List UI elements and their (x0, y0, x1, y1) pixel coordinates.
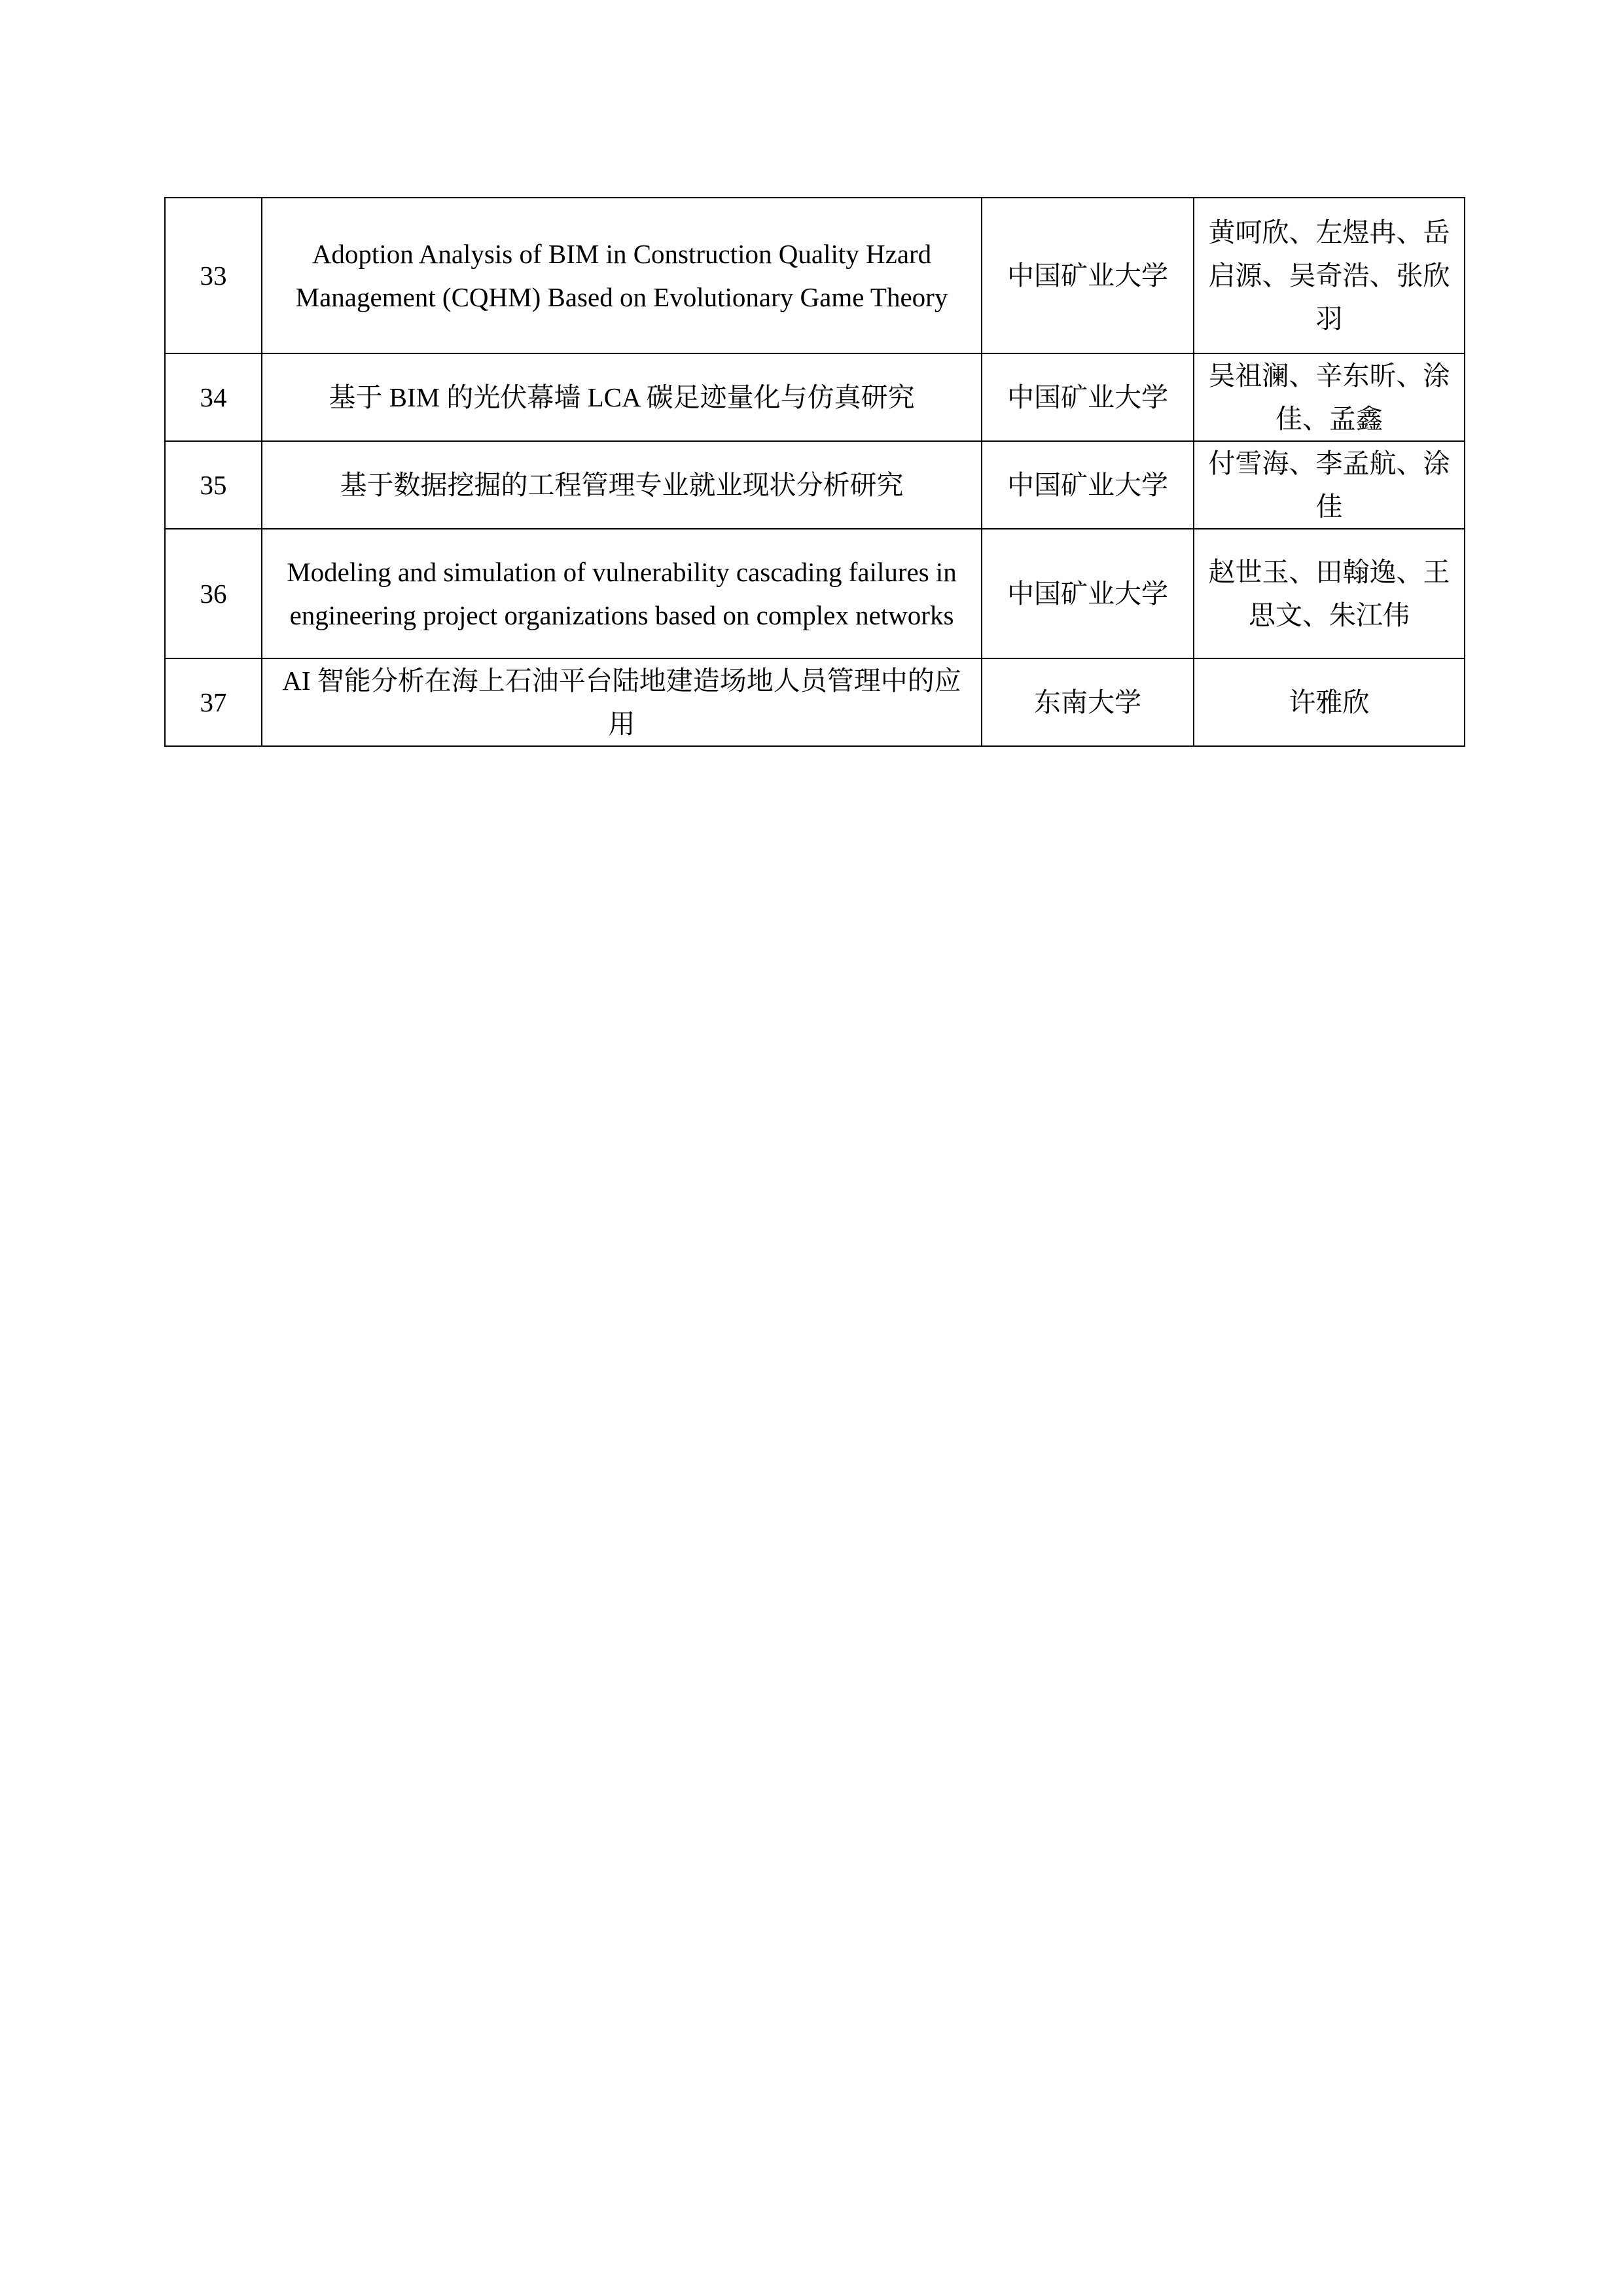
table-row (165, 198, 1465, 353)
row-number: 37 (165, 658, 262, 746)
row-number: 36 (165, 529, 262, 658)
author-names: 吴祖澜、辛东昕、涂佳、孟鑫 (1194, 353, 1465, 441)
table-row (165, 441, 1465, 529)
row-number: 35 (165, 441, 262, 529)
author-names: 许雅欣 (1194, 658, 1465, 746)
project-title: 基于数据挖掘的工程管理专业就业现状分析研究 (262, 441, 982, 529)
author-names: 付雪海、李孟航、涂佳 (1194, 441, 1465, 529)
school-name: 中国矿业大学 (982, 441, 1194, 529)
school-name: 中国矿业大学 (982, 198, 1194, 353)
school-name: 东南大学 (982, 658, 1194, 746)
table-row (165, 353, 1465, 441)
author-names: 黄呵欣、左煜冉、岳启源、吴奇浩、张欣羽 (1194, 198, 1465, 353)
table-row (165, 658, 1465, 746)
table-row (165, 529, 1465, 658)
project-title: Adoption Analysis of BIM in Construction Quality Hzard Management (CQHM) Based on Evolutionary Game Theory (262, 198, 982, 353)
author-names: 赵世玉、田翰逸、王思文、朱江伟 (1194, 529, 1465, 658)
school-name: 中国矿业大学 (982, 353, 1194, 441)
award-list-table (164, 197, 1465, 747)
project-title: AI 智能分析在海上石油平台陆地建造场地人员管理中的应用 (262, 658, 982, 746)
project-title: Modeling and simulation of vulnerability cascading failures in engineering project organizations based on complex networks (262, 529, 982, 658)
project-title: 基于 BIM 的光伏幕墙 LCA 碳足迹量化与仿真研究 (262, 353, 982, 441)
row-number: 33 (165, 198, 262, 353)
school-name: 中国矿业大学 (982, 529, 1194, 658)
row-number: 34 (165, 353, 262, 441)
